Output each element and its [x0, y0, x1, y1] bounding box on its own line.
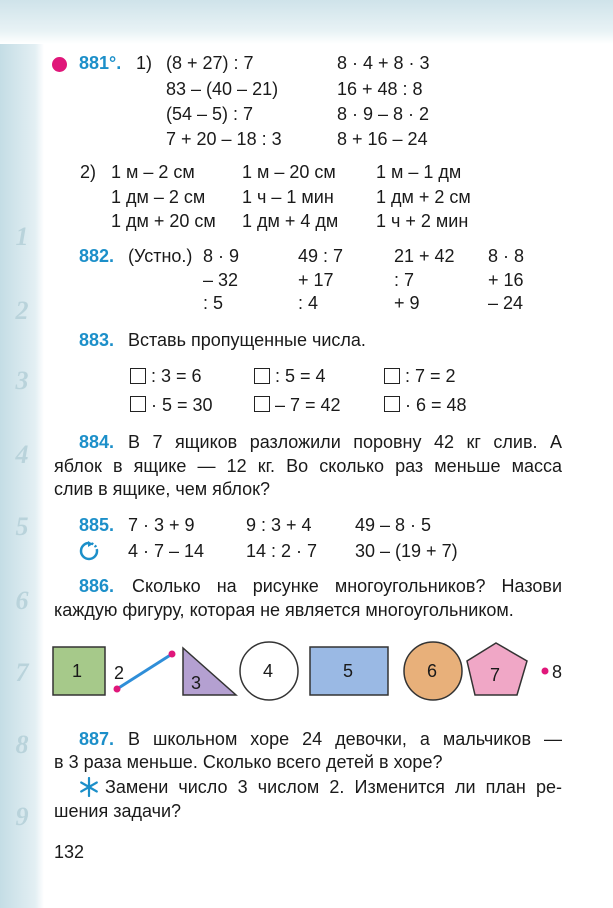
- expression: 1 м – 2 см: [111, 162, 195, 182]
- expression: 1 дм + 2 см: [376, 187, 471, 207]
- blank-box[interactable]: [130, 396, 146, 412]
- task-text: Вставь пропущенные числа.: [128, 330, 366, 350]
- expression: (8 + 27) : 7: [166, 53, 254, 73]
- chain-step: + 16: [488, 270, 524, 290]
- task-text-line: Замени число 3 числом 2. Изменится ли план ре-: [105, 777, 562, 797]
- task-number-882: 882.: [79, 246, 115, 266]
- expression: 1 дм + 4 дм: [242, 211, 339, 231]
- task-number-886: 886.: [79, 576, 115, 596]
- task-text-line: Сколько на рисунке многоугольников? Назови: [132, 576, 562, 596]
- expression: 1 дм – 2 см: [111, 187, 206, 207]
- segment-shape: [117, 654, 172, 689]
- chain-step: 8 · 8: [488, 246, 525, 266]
- task-text-line: шения задачи?: [54, 801, 182, 821]
- expression: 7 + 20 – 18 : 3: [166, 129, 282, 149]
- expression: 83 – (40 – 21): [166, 79, 279, 99]
- task-text-line: яблок в ящике — 12 кг. Во сколько раз меньше масса: [54, 456, 562, 476]
- margin-number: 8: [15, 730, 29, 759]
- margin-number: 4: [15, 440, 29, 469]
- segment-endpoint: [114, 686, 121, 693]
- margin-number: 3: [15, 366, 29, 395]
- chain-step: : 4: [298, 293, 319, 313]
- blank-box[interactable]: [130, 368, 146, 384]
- equation: : 5 = 4: [275, 366, 326, 386]
- segment-endpoint: [169, 651, 176, 658]
- margin-number: 7: [15, 658, 29, 687]
- blank-box[interactable]: [254, 368, 270, 384]
- expression: 1 ч + 2 мин: [376, 211, 469, 231]
- marker-dot-icon: [52, 57, 67, 72]
- expression: 1 м – 1 дм: [376, 162, 462, 182]
- chain-step: + 9: [394, 293, 420, 313]
- chain-step: + 17: [298, 270, 334, 290]
- expression: 1 ч – 1 мин: [242, 187, 334, 207]
- margin-number: 2: [15, 296, 29, 325]
- figure-label: 4: [263, 661, 274, 681]
- task-text-line: каждую фигуру, которая не является многоугольником.: [54, 600, 514, 620]
- figure-label: 5: [343, 661, 354, 681]
- margin-number: 9: [15, 802, 29, 831]
- refresh-cycle-icon: [79, 541, 99, 561]
- part-label: 2): [80, 162, 97, 182]
- task-number-885: 885.: [79, 515, 115, 535]
- snowflake-icon: [79, 777, 99, 797]
- expression: 7 · 3 + 9: [128, 515, 195, 535]
- equation: : 7 = 2: [405, 366, 456, 386]
- task-number-881: 881°.: [79, 53, 122, 73]
- expression: 14 : 2 · 7: [246, 541, 318, 561]
- page-number: 132: [54, 842, 85, 862]
- margin-number: 5: [15, 512, 29, 541]
- blank-box[interactable]: [254, 396, 270, 412]
- task-text-line: слив в ящике, чем яблок?: [54, 479, 270, 499]
- expression: (54 – 5) : 7: [166, 104, 254, 124]
- expression: 16 + 48 : 8: [337, 79, 423, 99]
- task-text-line: В 7 ящиков разложили поровну 42 кг слив. А: [128, 432, 562, 452]
- chain-step: 49 : 7: [298, 246, 344, 266]
- expression: 1 м – 20 см: [242, 162, 336, 182]
- top-band: [0, 0, 613, 44]
- expression: 49 – 8 · 5: [355, 515, 432, 535]
- margin-number: 1: [15, 222, 29, 251]
- point-shape: [542, 668, 549, 675]
- side-band: [0, 44, 44, 908]
- chain-step: 21 + 42: [394, 246, 455, 266]
- expression: 8 · 4 + 8 · 3: [337, 53, 430, 73]
- chain-step: – 32: [203, 270, 239, 290]
- figure-label: 2: [114, 663, 125, 683]
- chain-step: : 5: [203, 293, 224, 313]
- expression: 9 : 3 + 4: [246, 515, 312, 535]
- figure-label: 3: [191, 673, 202, 693]
- equation: – 7 = 42: [275, 395, 341, 415]
- task-number-887: 887.: [79, 729, 115, 749]
- equation: : 3 = 6: [151, 366, 202, 386]
- task-number-884: 884.: [79, 432, 115, 452]
- chain-step: 8 · 9: [203, 246, 240, 266]
- task-text-line: в 3 раза меньше. Сколько всего детей в хоре?: [54, 752, 443, 772]
- equation: · 6 = 48: [405, 395, 467, 415]
- figure-label: 7: [490, 665, 501, 685]
- task-number-883: 883.: [79, 330, 115, 350]
- expression: 8 · 9 – 8 · 2: [337, 104, 430, 124]
- figure-label: 1: [72, 661, 83, 681]
- task-text-line: В школьном хоре 24 девочки, а мальчиков —: [128, 729, 562, 749]
- figure-label: 8: [552, 662, 563, 682]
- equation: · 5 = 30: [151, 395, 213, 415]
- chain-step: : 7: [394, 270, 415, 290]
- blank-box[interactable]: [384, 396, 400, 412]
- expression: 30 – (19 + 7): [355, 541, 458, 561]
- task-note: (Устно.): [128, 246, 193, 266]
- expression: 8 + 16 – 24: [337, 129, 428, 149]
- blank-box[interactable]: [384, 368, 400, 384]
- expression: 1 дм + 20 см: [111, 211, 216, 231]
- part-label: 1): [136, 53, 153, 73]
- margin-number: 6: [15, 586, 29, 615]
- expression: 4 · 7 – 14: [128, 541, 205, 561]
- figure-label: 6: [427, 661, 438, 681]
- chain-step: – 24: [488, 293, 524, 313]
